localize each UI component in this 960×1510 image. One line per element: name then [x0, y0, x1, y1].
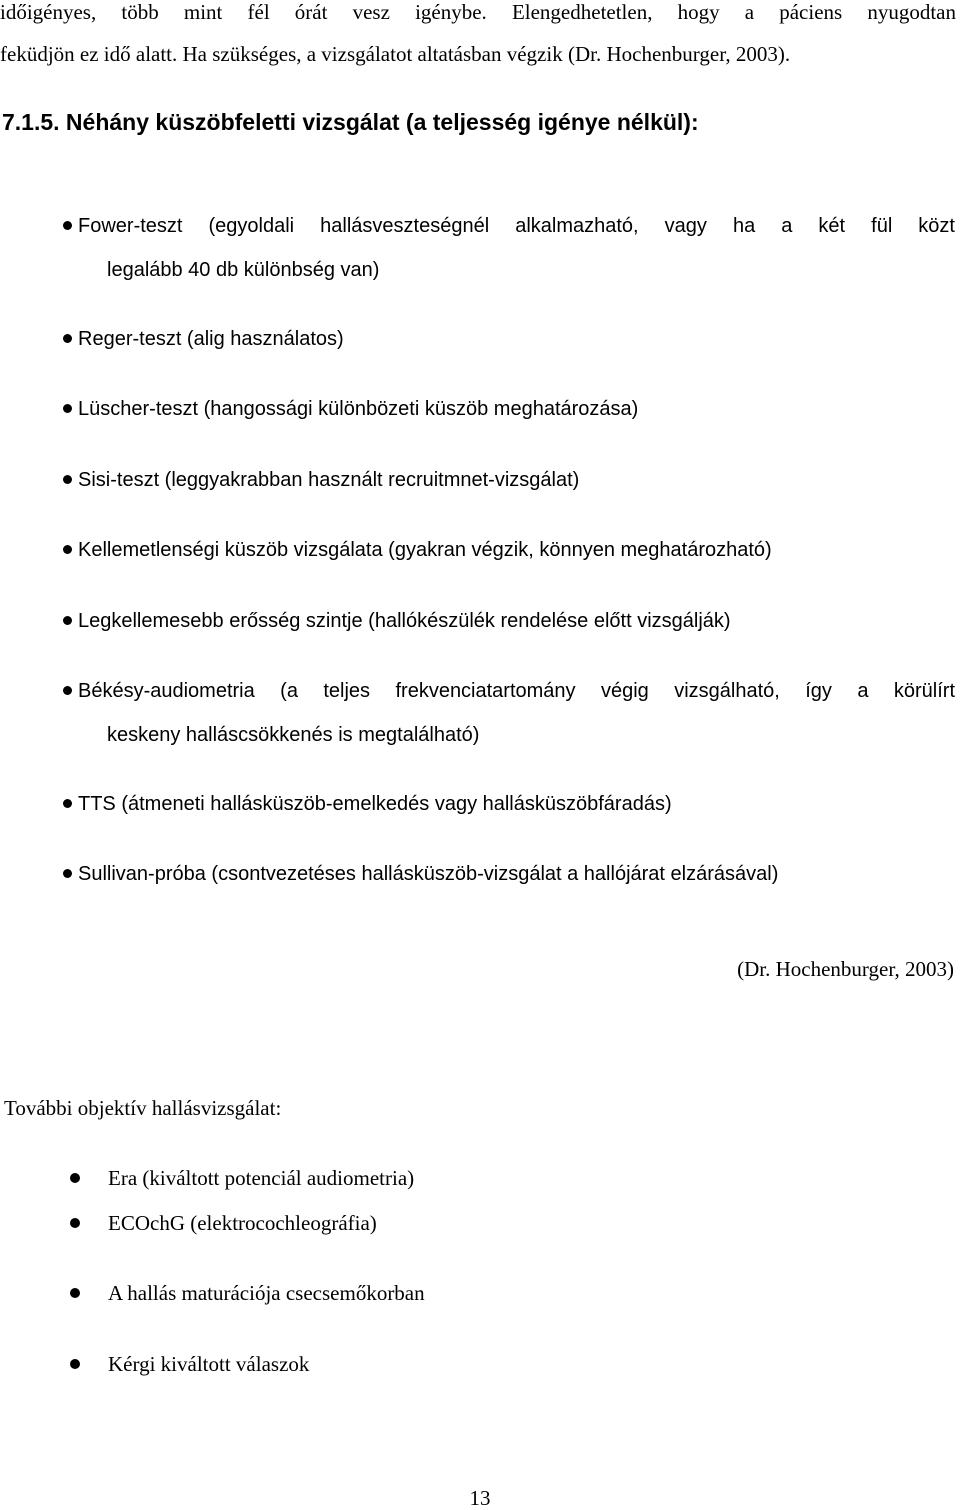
bullet-icon	[70, 1288, 80, 1298]
list-item-text-cont: keskeny halláscsökkenés is megtalálható)	[107, 724, 480, 746]
bullet-icon	[63, 221, 72, 230]
section-heading: 7.1.5. Néhány küszöbfeletti vizsgálat (a teljesség igénye nélkül):	[2, 109, 699, 135]
bullet-icon	[70, 1359, 80, 1369]
list-item-text: Legkellemesebb erősség szintje (hallókészülék rendelése előtt vizsgálják)	[78, 610, 731, 632]
list-item-text: Reger-teszt (alig használatos)	[78, 328, 344, 350]
list-item-text-cont: legalább 40 db különbség van)	[107, 259, 380, 281]
bullet-icon	[63, 616, 72, 625]
list-item-text: Era (kiváltott potenciál audiometria)	[108, 1166, 415, 1190]
bullet-icon	[63, 475, 72, 484]
list-item-text: Fower-teszt (egyoldali hallásveszteségnél alkalmazható, vagy ha a két fül közt	[78, 215, 955, 237]
bullet-icon	[70, 1218, 80, 1228]
bullet-icon	[63, 334, 72, 343]
list-item-text: Kérgi kiváltott válaszok	[108, 1352, 310, 1376]
list-item-text: ECOchG (elektrocochleográfia)	[108, 1211, 377, 1235]
intro-line-1: időigényes, több mint fél órát vesz igénybe. Elengedhetetlen, hogy a páciens nyugodtan	[0, 0, 956, 24]
list-item-text: Békésy-audiometria (a teljes frekvenciatartomány végig vizsgálható, így a körülírt	[78, 680, 955, 702]
bullet-icon	[70, 1173, 80, 1183]
page-number: 13	[469, 1486, 491, 1510]
list-item-text: Kellemetlenségi küszöb vizsgálata (gyakran végzik, könnyen meghatározható)	[78, 539, 772, 561]
further-heading: További objektív hallásvizsgálat:	[4, 1096, 282, 1120]
bullet-icon	[63, 545, 72, 554]
bullet-icon	[63, 869, 72, 878]
bullet-icon	[63, 799, 72, 808]
citation: (Dr. Hochenburger, 2003)	[737, 957, 954, 981]
list-item-text: Sisi-teszt (leggyakrabban használt recruitmnet-vizsgálat)	[78, 469, 580, 491]
list-item-text: TTS (átmeneti hallásküszöb-emelkedés vagy hallásküszöbfáradás)	[78, 793, 672, 815]
list-item-text: A hallás maturációja csecsemőkorban	[108, 1281, 425, 1305]
list-item-text: Lüscher-teszt (hangossági különbözeti küszöb meghatározása)	[78, 398, 639, 420]
list-item-text: Sullivan-próba (csontvezetéses hallásküszöb-vizsgálat a hallójárat elzárásával)	[78, 863, 779, 885]
bullet-icon	[63, 686, 72, 695]
intro-line-2: feküdjön ez idő alatt. Ha szükséges, a vizsgálatot altatásban végzik (Dr. Hochenburger, 2003).	[0, 42, 791, 66]
bullet-icon	[63, 404, 72, 413]
